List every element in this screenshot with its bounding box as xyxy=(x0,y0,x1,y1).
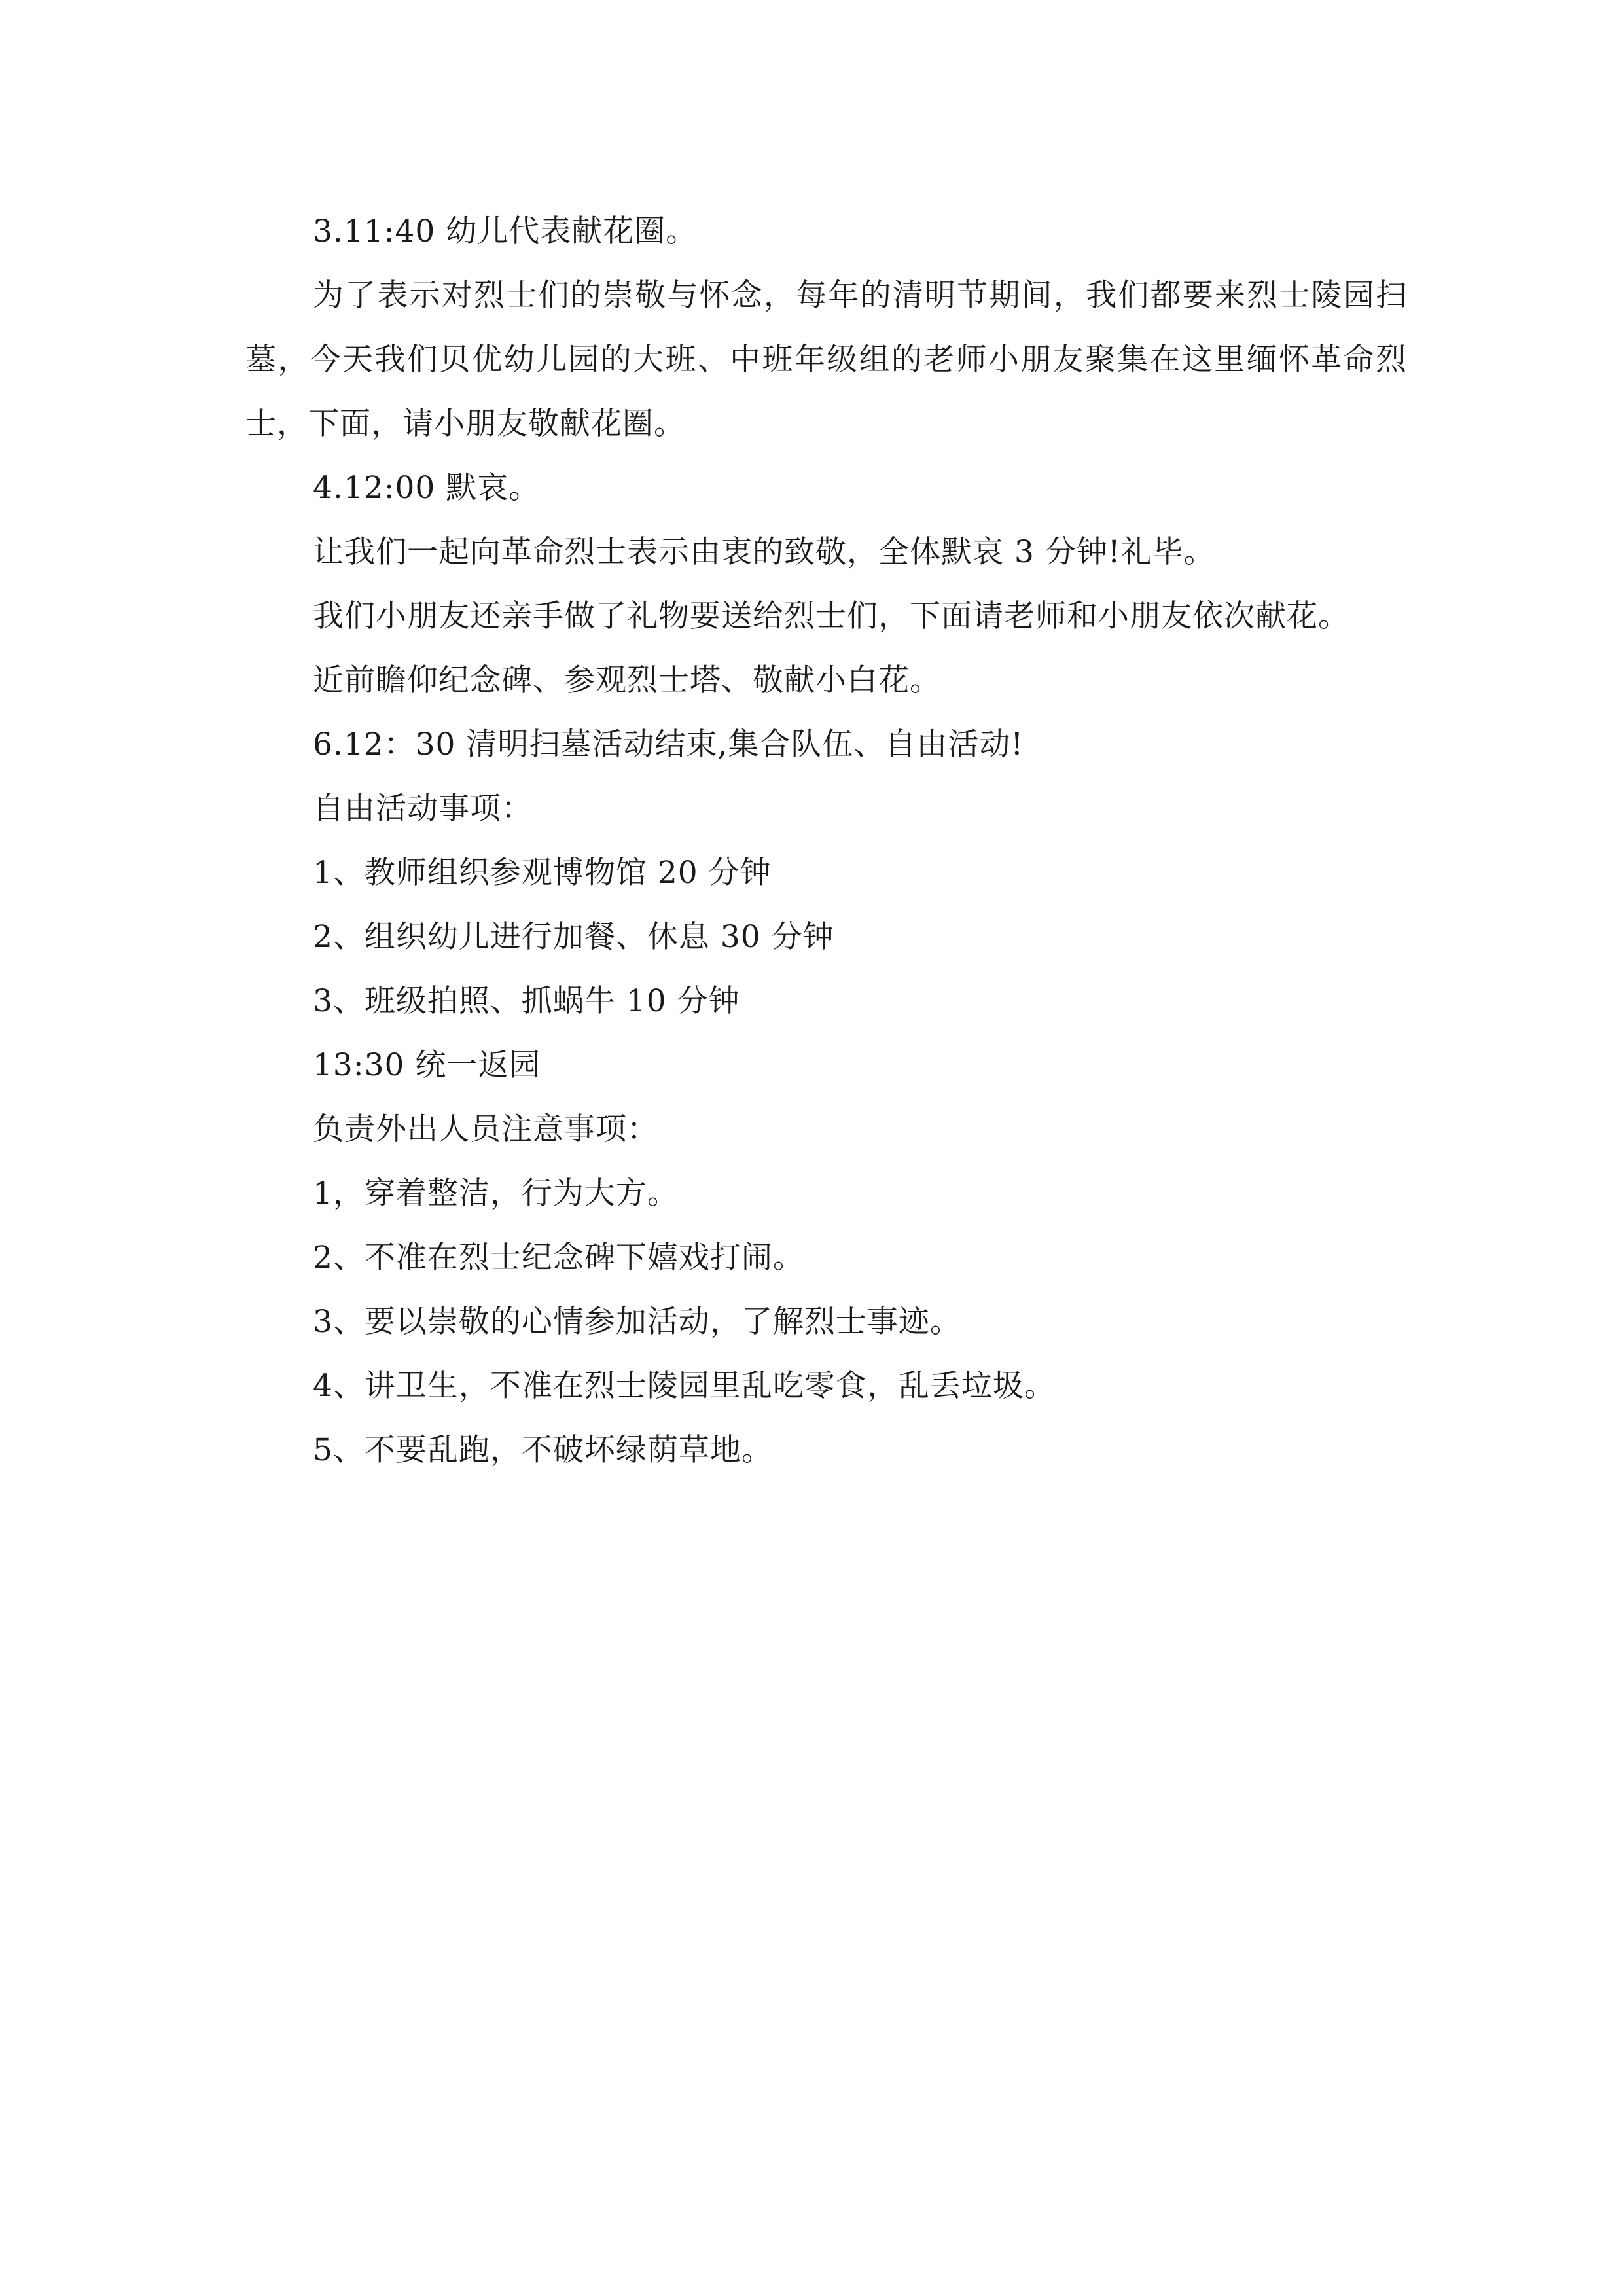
note-item: 3、要以崇敬的心情参加活动，了解烈士事迹。 xyxy=(313,1304,961,1340)
item-silence-heading: 4.12:00 默哀。 xyxy=(313,470,541,506)
note-item: 4、讲卫生，不准在烈士陵园里乱吃零食，乱丢垃圾。 xyxy=(313,1368,1056,1404)
notes-heading: 负责外出人员注意事项： xyxy=(313,1111,658,1147)
free-activity-item: 2、组织幼儿进行加餐、休息 30 分钟 xyxy=(313,919,834,955)
note-item: 2、不准在烈士纪念碑下嬉戏打闹。 xyxy=(313,1240,804,1276)
note-item: 1，穿着整洁，行为大方。 xyxy=(313,1175,679,1211)
item-wreath-heading: 3.11:40 幼儿代表献花圈。 xyxy=(313,213,698,249)
return-time: 13:30 统一返园 xyxy=(313,1047,541,1083)
free-activity-item: 3、班级拍照、抓蜗牛 10 分钟 xyxy=(313,983,740,1019)
monument-paragraph: 近前瞻仰纪念碑、参观烈士塔、敬献小白花。 xyxy=(313,662,941,698)
free-activity-item: 1、教师组织参观博物馆 20 分钟 xyxy=(313,855,772,891)
gift-paragraph: 我们小朋友还亲手做了礼物要送给烈士们，下面请老师和小朋友依次献花。 xyxy=(313,598,1349,634)
document-body xyxy=(245,200,1407,1482)
wreath-paragraph: 为了表示对烈士们的崇敬与怀念，每年的清明节期间，我们都要来烈士陵园扫墓，今天我们贝优幼儿园的大班、中班年级组的老师小朋友聚集在这里缅怀革命烈士，下面，请小朋友敬献花圈。 xyxy=(245,278,1407,442)
silence-paragraph: 让我们一起向革命烈士表示由衷的致敬，全体默哀 3 分钟!礼毕。 xyxy=(313,534,1215,570)
free-activity-heading: 自由活动事项： xyxy=(313,791,533,827)
note-item: 5、不要乱跑，不破坏绿荫草地。 xyxy=(313,1432,773,1468)
item-end-heading: 6.12：30 清明扫墓活动结束,集合队伍、自由活动! xyxy=(313,726,1024,762)
